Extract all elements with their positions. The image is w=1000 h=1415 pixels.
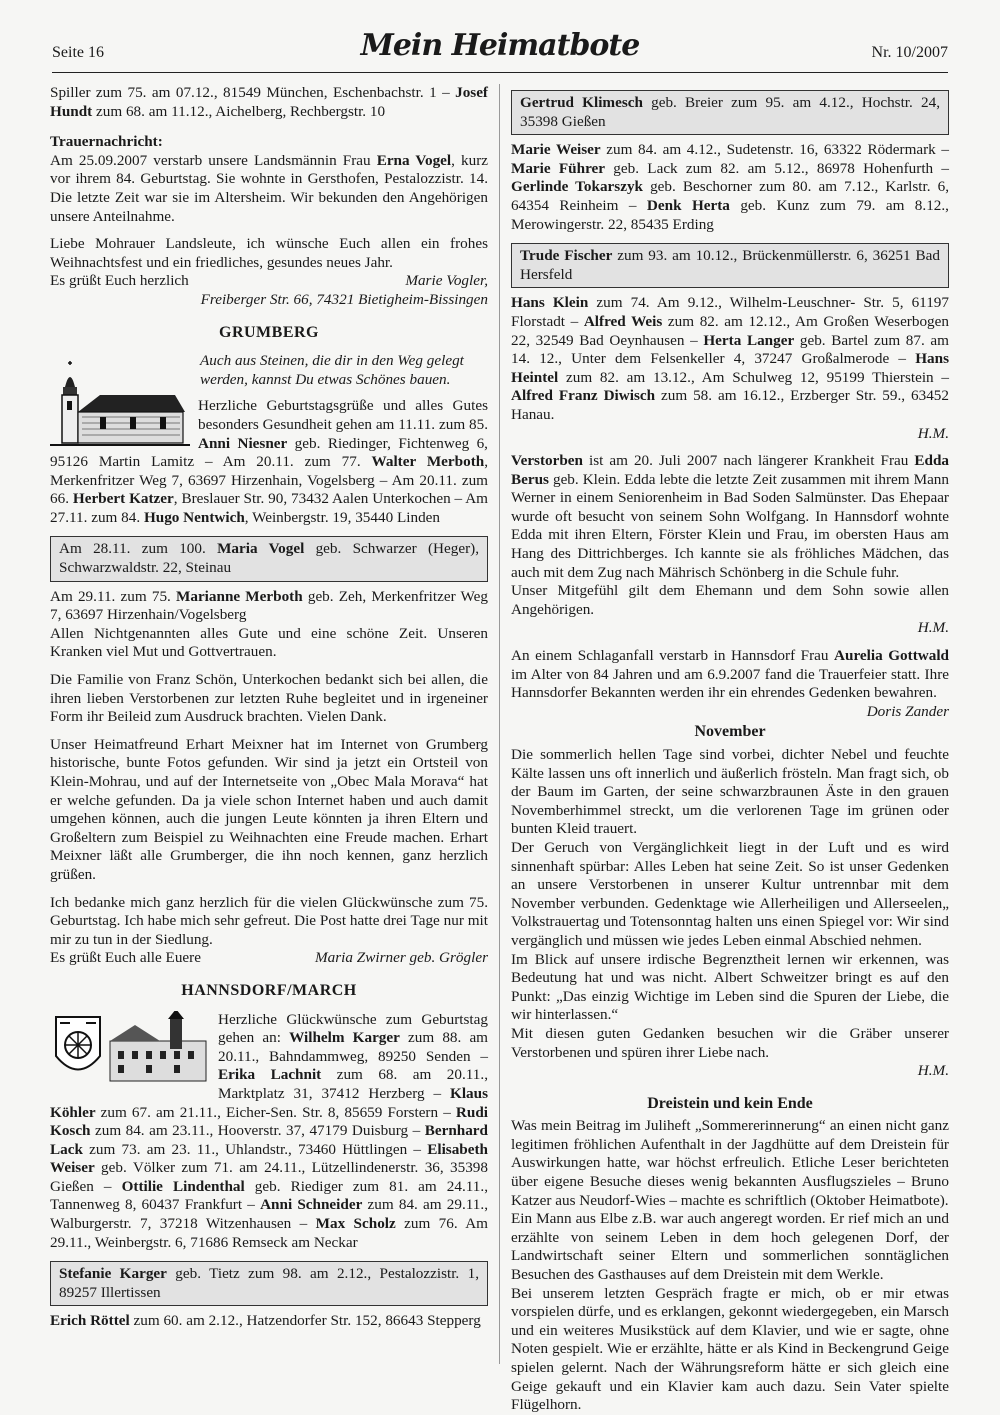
page-header bbox=[52, 22, 948, 73]
issue-number: Nr. 10/2007 bbox=[871, 44, 948, 61]
november-paragraph-2: Der Geruch von Vergänglichkeit liegt in der Luft und es wird sinnenhaft spürbar: Alles Leben hat seine Zeit. So ist unser Gedenken an unsere Verstorbenen in unserer Kultur untrennbar mit dem November verbunden. Gedenktage wie Allerheiligen und Allerseelen„ Volkstrauertag und Totensonntag halten uns einen Spiegel vor: Wir sind vergänglich und müssen wie jedes Leben einmal Abschied nehmen. bbox=[511, 838, 949, 949]
person-name: Elisabeth Weiser bbox=[50, 1140, 488, 1177]
birthday-list-paragraph: Marie Weiser zum 84. am 4.12., Sudetenstr. 16, 63322 Rödermark – Marie Führer geb. Lack zum 82. am 5.12., 86978 Hohenfurth – Gerlinde Tokarszyk geb. Beschorner zum 80. am 7.12., Karlstr. 6, 64354 Reinheim – Denk Herta geb. Kunz zum 79. am 8.12., Merowingerstr. 22, 85435 Erding bbox=[511, 141, 950, 233]
masthead-title: Mein Heimatbote bbox=[360, 28, 640, 63]
november-paragraph-4: Mit diesen guten Gedanken besuchen wir die Gräber unserer Verstorbenen und spüren ihrer Liebe nach. bbox=[511, 1024, 949, 1061]
closing-text-2: Es grüßt Euch alle Euere bbox=[50, 949, 201, 967]
mourning-notice: Am 25.09.2007 verstarb unsere Landsmännin Frau Erna Vogel, kurz vor ihrem 84. Geburtstag. Sie wohnte in Gersthofen, Pestalozzistr. 14. Die letzte Zeit war sie im Altersheim. Wir bekunden den Angehörigen unsere Anteilnahme. bbox=[50, 151, 489, 225]
person-name: Hans Heintel bbox=[511, 350, 949, 386]
person-name: Denk Herta bbox=[646, 196, 730, 214]
person-name: Trude Fischer bbox=[520, 247, 613, 265]
person-name: Wilhelm Karger bbox=[289, 1029, 400, 1047]
section-title-grumberg: GRUMBERG bbox=[219, 323, 319, 341]
thanks-paragraph: Ich bedanke mich ganz herzlich für die vielen Glückwünsche zum 75. Geburtstag. Ich habe mich sehr gefreut. Die Post hatte drei Tage nur mit mir zu tun in der Siedlung. bbox=[50, 893, 488, 948]
dreistein-paragraph-1: Was mein Beitrag im Juliheft „Sommererinnerung“ an einen nicht ganz legitimen fröhlichen Aufenthalt in der Jagdhütte auf dem Dreistein für Auswirkungen hatte, war höchst erfreulich. Etliche Leser berichteten über eigene Besuche dieses wenig bekannten Ausflugszieles – Bruno Katzer aus Neudorf-Wies – machte es schriftlich (Oktober Heimatbote). bbox=[511, 1117, 949, 1209]
person-name: Maria Vogel bbox=[217, 540, 305, 558]
left-column bbox=[50, 84, 488, 1340]
person-name: Gertrud Klimesch bbox=[520, 94, 643, 111]
erich-paragraph: Erich Röttel zum 60. am 2.12., Hatzendorfer Str. 152, 86643 Stepperg bbox=[50, 1312, 481, 1330]
person-name: Herta Langer bbox=[703, 331, 795, 349]
november-paragraph-1: Die sommerlich hellen Tage sind vorbei, dichter Nebel und feuchte Kälte lassen uns oft innerlich und äußerlich frösteln. Man fragt sich, ob der Baum im Garten, der seine schwarzbraunen Äste in den grauen Novemberhimmel streckt, um die verlorenen Tage im grünen oder bunten Kleid trauert. bbox=[511, 746, 949, 838]
signature-name: Marie Vogler, bbox=[405, 272, 488, 290]
column-divider bbox=[499, 84, 500, 1364]
closing-line-2 bbox=[50, 949, 488, 968]
meixner-paragraph: Unser Heimatfreund Erhart Meixner hat im Internet von Grumberg historische, bunte Fotos gefunden. Wir sind ja jetzt ein Ortsteil von Klein-Mohrau, und auf der Internetseite von „Obec Mala Morava“ hat er welche gefunden. Da ja viele schon Internet haben und auch damit umgehen können, auch die jungen Leute könnten ja ihren Eltern und Großeltern zum Beispiel zu Weihnachten eine Freude machen. Erhart Meixner läßt alle Grumberger, die ihn noch kennen, ganz herzlich grüßen. bbox=[50, 735, 488, 883]
person-name: Max Scholz bbox=[315, 1215, 396, 1233]
person-name: Marie Führer bbox=[511, 159, 606, 177]
condolence-paragraph: Unser Mitgefühl gilt dem Ehemann und dem Sohn sowie allen Angehörigen. bbox=[511, 582, 949, 618]
person-name: Anni Niesner bbox=[198, 434, 288, 452]
dreistein-paragraph-2: Ein Mann aus Elbe z.B. war auch angeregt worden. Er rief mich an und erzählte von seinem Leben in dem hoch gelegenen Dorf, der Landwirtschaft seiner Eltern und sommerlichen sonntäglichen Besuchen des Gasthauses auf dem Dreistein mit dem Werkle. bbox=[511, 1210, 949, 1284]
signature-hm-1: H.M. bbox=[917, 424, 949, 442]
birthday-list-paragraph-2: Hans Klein zum 74. Am 9.12., Wilhelm-Leuschner- Str. 5, 61197 Florstadt – Alfred Weis zum 82. am 12.12., Am Großen Weserbogen 22, 32549 Bad Oeynhausen – Herta Langer geb. Bartel zum 87. am 14. 12., Unter dem Felsenkeller 4, 37247 Großalmerode – Hans Heintel zum 82. am 13.12., Am Schulweg 12, 95199 Thierstein – Alfred Franz Diwisch zum 58. am 16.12., Erzberger Str. 59., 63452 Hanau. bbox=[511, 294, 949, 423]
highlight-box-stefanie-karger: Stefanie Karger geb. Tietz zum 98. am 2.12., Pestalozzistr. 1, 89257 Illertissen bbox=[50, 1261, 488, 1306]
signature-doris-zander: Doris Zander bbox=[866, 702, 949, 720]
section-title-november: November bbox=[694, 723, 766, 741]
right-column bbox=[511, 84, 949, 1415]
wishes-paragraph: Allen Nichtgenannten alles Gute und eine schöne Zeit. Unseren Kranken viel Mut und Gottvertrauen. bbox=[50, 624, 488, 661]
section-title-dreistein: Dreistein und kein Ende bbox=[647, 1094, 813, 1112]
signature-hm-3: H.M. bbox=[917, 1062, 949, 1080]
person-name: Erika Lachnit bbox=[218, 1066, 322, 1084]
birthday-paragraph: Spiller zum 75. am 07.12., 81549 München, Eschenbachstr. 1 – Josef Hundt zum 68. am 11.12., Aichelberg, Rechbergstr. 10 bbox=[50, 84, 488, 120]
page-number: Seite 16 bbox=[52, 44, 104, 61]
person-name: Herbert Katzer bbox=[72, 490, 174, 508]
person-name: Hugo Nentwich bbox=[143, 508, 245, 526]
person-name: Anni Schneider bbox=[260, 1196, 363, 1214]
section-title-hannsdorf: HANNSDORF/MARCH bbox=[181, 981, 357, 999]
signature-address: Freiberger Str. 66, 74321 Bietigheim-Bissingen bbox=[200, 290, 488, 308]
dreistein-paragraph-3: Bei unserem letzten Gespräch fragte er mich, ob er mir etwas vorspielen dürfe, und es erklangen, gekonnt wiedergegeben, ein Marsch und ein weiteres Musikstück auf dem Klavier, und wie er sagte, ohne Noten gespielt. Wie er erzählte, hätte er als Kind in Beckengrund Geige spielen gelernt. Nach der Währungsreform hätte er sich gleich eine Geige gekauft und ein Klavier kam auch dazu. Sein Vater spielte Flügelhorn. bbox=[511, 1284, 949, 1414]
person-name: Edda Berus bbox=[511, 452, 949, 488]
highlight-box-trude-fischer: Trude Fischer zum 93. am 10.12., Brückenmüllerstr. 6, 36251 Bad Hersfeld bbox=[511, 243, 949, 288]
person-name: Rudi Kosch bbox=[50, 1103, 488, 1140]
person-name: Alfred Weis bbox=[583, 312, 663, 330]
person-name: Erich Röttel bbox=[50, 1312, 130, 1330]
mourning-heading: Trauernachricht: bbox=[50, 133, 163, 151]
person-name: Hans Klein bbox=[511, 294, 589, 312]
person-name: Verstorben bbox=[511, 452, 583, 470]
person-name: Alfred Franz Diwisch bbox=[511, 387, 656, 405]
hannsdorf-birthdays: Herzliche Glückwünsche zum Geburtstag gehen an: Wilhelm Karger zum 88. am 20.11., Bahndammweg, 89250 Senden – Erika Lachnit zum 68. am 20.11., Marktplatz 31, 37412 Herzberg – Klaus Köhler zum 67. am 21.11., Eicher-Sen. Str. 8, 85659 Forstern – Rudi Kosch zum 84. am 23.11., Hooverstr. 37, 47179 Duisburg – Bernhard Lack zum 73. am 23. 11., Uhlandstr., 73460 Hüttlingen – Elisabeth Weiser geb. Völker zum 71. am 24.11., Lützellindenerstr. 36, 35398 Gießen – Ottilie Lindenthal geb. Riediger zum 81. am 24.11., Tannenweg 8, 60437 Frankfurt – Anni Schneider zum 84. am 29.11., Walburgerstr. 7, 37218 Witzenhausen – Max Scholz zum 76. Am 29.11., Weinbergstr. 6, 71686 Remseck am Neckar bbox=[50, 1010, 488, 1251]
person-name: Bernhard Lack bbox=[50, 1122, 488, 1158]
greeting-paragraph: Liebe Mohrauer Landsleute, ich wünsche Euch allen ein frohes Weihnachtsfest und ein friedliches, gesundes neues Jahr. bbox=[50, 235, 488, 271]
person-name: Ottilie Lindenthal bbox=[121, 1177, 245, 1195]
person-name: Aurelia Gottwald bbox=[834, 647, 949, 665]
signature-2: Maria Zwirner geb. Grögler bbox=[315, 949, 488, 967]
church-illustration bbox=[50, 357, 190, 452]
hannsdorf-crest-illustration bbox=[50, 1011, 210, 1091]
person-name: Stefanie Karger bbox=[59, 1265, 167, 1283]
person-name: Josef Hundt bbox=[50, 84, 488, 120]
closing-text: Es grüßt Euch herzlich bbox=[50, 272, 189, 290]
person-name: Erna Vogel bbox=[376, 151, 452, 169]
person-name: Walter Merboth bbox=[371, 453, 485, 471]
grumberg-birthdays: Herzliche Geburtstagsgrüße und alles Gutes besonders Gesundheit gehen am 11.11. zum 85. Anni Niesner geb. Riedinger, Fichtenweg 6, 95126 Martin Lamitz – Am 20.11. zum 77. Walter Merboth, Merkenfritzer Weg 7, 63697 Hirzenhain, Vogelsberg – Am 20.11. zum 66. Herbert Katzer, Breslauer Str. 90, 73432 Aalen Unterkochen – Am 27.11. zum 84. Hugo Nentwich, Weinbergstr. 19, 35440 Linden bbox=[50, 397, 488, 526]
obituary-aurelia-gottwald: An einem Schlaganfall verstarb in Hannsdorf Frau Aurelia Gottwald im Alter von 84 Jahren und am 6.9.2007 fand die Trauerfeier statt. Ihre Hannsdorfer Bekannten werden ihr ein ehrendes Gedenken bewahren. bbox=[511, 647, 949, 702]
family-thanks-paragraph: Die Familie von Franz Schön, Unterkochen bedankt sich bei allen, die ihren lieben Verstorbenen zur letzten Ruhe begleitet und in irgeneiner Form ihr Beileid zum Ausdruck brachten. Vielen Dank. bbox=[50, 671, 488, 726]
person-name: Marianne Merboth bbox=[176, 587, 303, 605]
signature-hm-2: H.M. bbox=[917, 619, 949, 637]
marianne-paragraph: Am 29.11. zum 75. Marianne Merboth geb. Zeh, Merkenfritzer Weg 7, 63697 Hirzenhain/Vogelsberg bbox=[50, 587, 488, 624]
person-name: Klaus Köhler bbox=[50, 1084, 488, 1121]
obituary-edda-berus: Verstorben ist am 20. Juli 2007 nach längerer Krankheit Frau Edda Berus geb. Klein. Edda lebte die letzte Zeit zusammen mit ihrem Mann Werner in einem Seniorenheim in Bad Soden Salmünster. Das Ehepaar wurde oft besucht von seinem Sohn Wolfgang. In Hannsdorf wohnte Edda mit ihren Eltern, Förster Klein und Frau, im obersten Haus am Hang des Dittrichberges. Ich kannte sie als fröhliches Mädchen, das auch mit dem Zug nach Mährisch Schönberg in die Schule fuhr. bbox=[511, 452, 949, 581]
highlight-box-gertrud-klimesch: Gertrud Klimesch geb. Breier zum 95. am 4.12., Hochstr. 24, 35398 Gießen bbox=[511, 90, 949, 135]
grumberg-motto: Auch aus Steinen, die dir in den Weg gelegt werden, kannst Du etwas Schönes bauen. bbox=[200, 352, 464, 388]
highlight-box-maria-vogel: Am 28.11. zum 100. Maria Vogel geb. Schwarzer (Heger), Schwarzwaldstr. 22, Steinau bbox=[50, 536, 488, 581]
closing-line bbox=[50, 272, 488, 291]
november-paragraph-3: Im Blick auf unsere irdische Begrenztheit lernen wir erkennen, was Bedeutung hat und was nicht. Albert Schweitzer bringt es auf den Punkt: „Das einzig Wichtige im Leben sind die Spuren der Liebe, die wir hinterlassen.“ bbox=[511, 950, 949, 1024]
person-name: Gerlinde Tokarszyk bbox=[511, 178, 643, 196]
person-name: Marie Weiser bbox=[511, 141, 601, 159]
